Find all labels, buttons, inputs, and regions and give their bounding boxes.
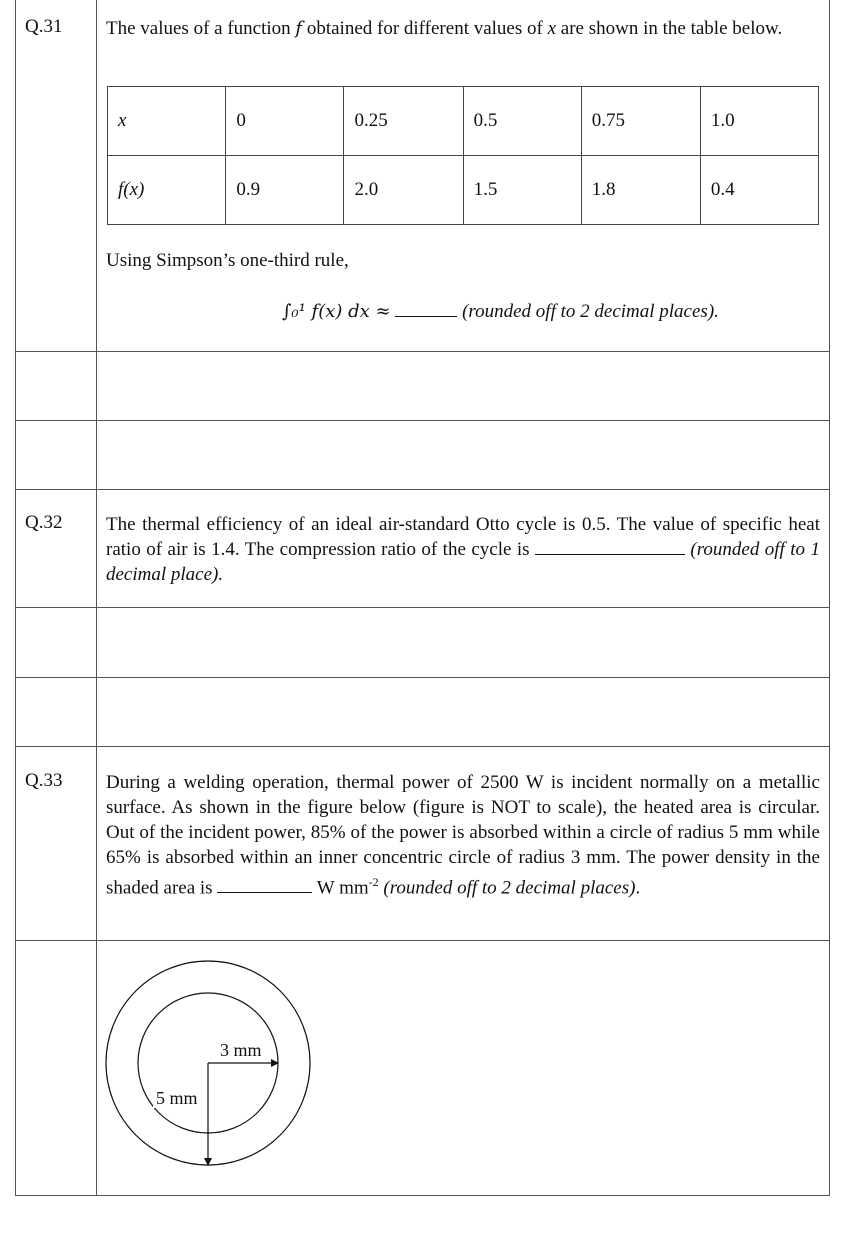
row-divider xyxy=(15,746,830,747)
method-text: Using Simpson’s one-third rule, xyxy=(106,250,349,271)
question-number: Q.32 xyxy=(25,512,63,533)
table-cell: 1.0 xyxy=(700,87,818,156)
question-text xyxy=(106,770,820,900)
figure-svg xyxy=(100,955,320,1175)
question-text-part: The values of a function xyxy=(106,18,296,39)
grid-column-divider xyxy=(96,0,97,1196)
inner-radius-label: 3 mm xyxy=(220,1040,262,1060)
question-text-part: The thermal efficiency of an ideal air-standard Otto cycle is 0.5. The value of specific heat ratio of air is 1.4. The compression ratio of the cycle is xyxy=(106,514,820,560)
row-divider xyxy=(15,489,830,490)
rounding-note: (rounded off to 2 decimal places) xyxy=(378,877,636,899)
answer-blank xyxy=(535,538,685,555)
question-text-part: obtained for different values of xyxy=(302,18,548,39)
row-divider xyxy=(15,420,830,421)
answer-blank xyxy=(395,300,457,317)
table-cell: 0.5 xyxy=(463,87,581,156)
table-cell: 0.75 xyxy=(581,87,700,156)
rounding-note: (rounded off to 2 decimal places). xyxy=(462,301,719,322)
rounding-note: (rounded off to 1 decimal place). xyxy=(106,539,820,585)
table-row xyxy=(108,87,819,156)
grid-right-border xyxy=(829,0,830,1196)
function-symbol: f xyxy=(295,18,303,39)
grid-bottom-border xyxy=(15,1195,830,1196)
table-cell: 2.0 xyxy=(344,156,463,225)
answer-blank xyxy=(217,876,312,893)
variable-symbol: x xyxy=(547,18,557,39)
table-cell: 0 xyxy=(226,87,344,156)
row-label-fx: f(x) xyxy=(108,156,226,225)
outer-radius-label: 5 mm xyxy=(156,1088,198,1108)
question-text-part: . xyxy=(635,877,641,899)
question-text xyxy=(106,16,820,41)
table-cell: 1.8 xyxy=(581,156,700,225)
integral-formula xyxy=(282,300,719,323)
question-text-part: are shown in the table below. xyxy=(556,18,783,39)
row-label-x: x xyxy=(108,87,226,156)
row-divider xyxy=(15,607,830,608)
concentric-circles-figure xyxy=(100,955,320,1175)
values-table xyxy=(107,86,819,225)
unit-exponent: -2 xyxy=(368,875,379,889)
table-cell: 0.4 xyxy=(700,156,818,225)
row-divider xyxy=(15,677,830,678)
table-row xyxy=(108,156,819,225)
question-text xyxy=(106,512,820,587)
table-cell: 0.25 xyxy=(344,87,463,156)
row-divider xyxy=(15,940,830,941)
integral-expression: ∫₀¹ f(x) dx ≈ xyxy=(282,301,391,322)
table-cell: 0.9 xyxy=(226,156,344,225)
table-cell: 1.5 xyxy=(463,156,581,225)
question-number: Q.31 xyxy=(25,16,63,37)
question-text-part: During a welding operation, thermal power of 2500 W is incident normally on a metallic surface. As shown in the figure below (figure is NOT to scale), the heated area is circular. Out of the incident power, 85% of the power is absorbed within a circle of radius 5 mm while 65% is absorbed within an inner concentric circle of radius 3 mm. The power density in the shaded area is xyxy=(106,772,820,899)
row-divider xyxy=(15,351,830,352)
grid-left-border xyxy=(15,0,16,1196)
question-number: Q.33 xyxy=(25,770,63,791)
unit-text: W mm xyxy=(316,877,369,899)
